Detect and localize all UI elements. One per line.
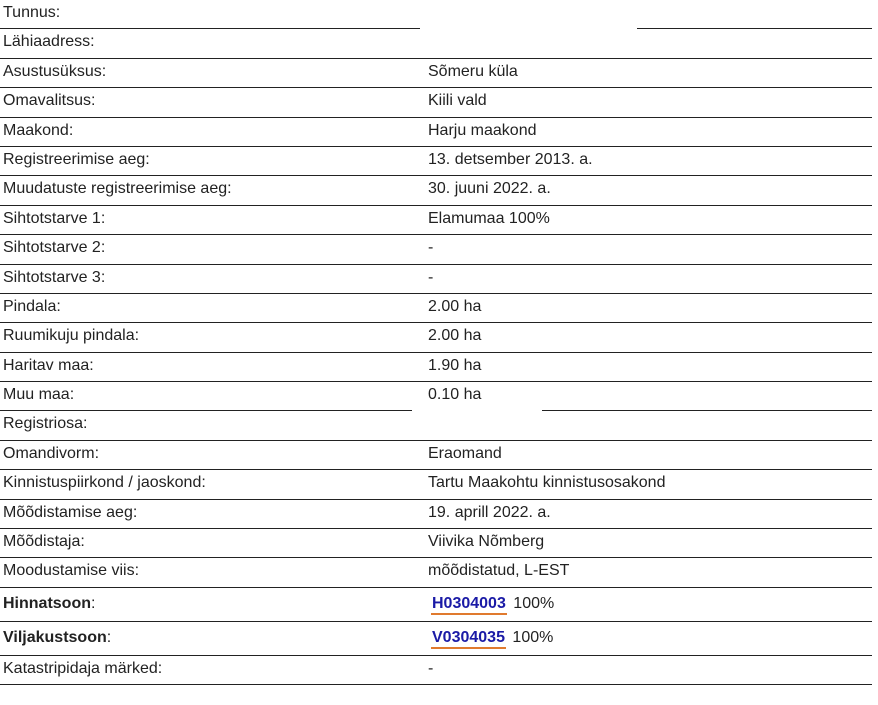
hinnatsoon-label: Hinnatsoon <box>3 594 91 612</box>
row-kinnistuspiirkond <box>0 470 878 499</box>
hinnatsoon-code-link[interactable]: H0304003 <box>431 595 507 615</box>
field-value: 2.00 ha <box>428 297 482 315</box>
row-muu-maa <box>0 382 878 411</box>
row-tunnus <box>0 0 878 29</box>
row-asustusuksus <box>0 59 878 88</box>
field-value: Kiili vald <box>428 92 487 110</box>
field-label <box>3 629 111 647</box>
field-value: Harju maakond <box>428 121 537 139</box>
hinnatsoon-percent: 100% <box>513 594 555 612</box>
viljakustsoon-code-link[interactable]: V0304035 <box>431 629 506 649</box>
field-label: Maakond: <box>3 121 74 139</box>
field-value: 1.90 ha <box>428 356 482 374</box>
field-label: Asustusüksus: <box>3 62 107 80</box>
row-haritav-maa <box>0 353 878 382</box>
field-value: - <box>428 268 434 286</box>
row-muudatuste-registreerimise-aeg <box>0 176 878 205</box>
field-label: Moodustamise viis: <box>3 562 140 580</box>
row-sihtotstarve-1 <box>0 206 878 235</box>
field-label: Omandivorm: <box>3 444 100 462</box>
row-katastripidaja-markmed <box>0 656 878 685</box>
row-registriosa <box>0 411 878 440</box>
field-label: Tunnus: <box>3 4 61 21</box>
row-moodustamise-viis <box>0 558 878 587</box>
row-maakond <box>0 118 878 147</box>
field-label: Haritav maa: <box>3 356 94 374</box>
field-label: Muu maa: <box>3 386 75 404</box>
viljakustsoon-label: Viljakustsoon <box>3 628 107 646</box>
field-label: Kinnistuspiirkond / jaoskond: <box>3 474 206 492</box>
field-value: 30. juuni 2022. a. <box>428 180 551 198</box>
field-label <box>3 595 95 613</box>
field-value: 0.10 ha <box>428 386 482 404</box>
row-omavalitsus <box>0 88 878 117</box>
field-value: Tartu Maakohtu kinnistusosakond <box>428 474 666 492</box>
field-label: Mõõdistaja: <box>3 533 85 551</box>
field-label: Lähiaadress: <box>3 33 95 51</box>
field-value: mõõdistatud, L-EST <box>428 562 570 580</box>
field-value: Viivika Nõmberg <box>428 533 545 551</box>
field-label: Mõõdistamise aeg: <box>3 503 138 521</box>
row-registreerimise-aeg <box>0 147 878 176</box>
row-lahiaadress <box>0 29 878 58</box>
field-value: 19. aprill 2022. a. <box>428 503 551 521</box>
field-value: Sõmeru küla <box>428 62 518 80</box>
row-pindala <box>0 294 878 323</box>
row-ruumikuju-pindala <box>0 323 878 352</box>
row-sihtotstarve-3 <box>0 265 878 294</box>
field-value: 13. detsember 2013. a. <box>428 150 593 168</box>
viljakustsoon-percent: 100% <box>512 628 554 646</box>
field-value: - <box>428 659 434 677</box>
row-moodistaja <box>0 529 878 558</box>
row-hinnatsoon <box>0 588 878 622</box>
row-viljakustsoon <box>0 622 878 656</box>
field-label: Registreerimise aeg: <box>3 150 150 168</box>
row-sihtotstarve-2 <box>0 235 878 264</box>
field-value: Eraomand <box>428 444 502 462</box>
field-value: Elamumaa 100% <box>428 209 550 227</box>
field-value <box>431 629 553 647</box>
row-omandivorm <box>0 441 878 470</box>
field-value: - <box>428 239 434 257</box>
field-value: 2.00 ha <box>428 327 482 345</box>
viljakustsoon-colon: : <box>106 628 112 646</box>
field-label: Katastripidaja märked: <box>3 659 163 677</box>
field-label: Sihtotstarve 2: <box>3 239 106 257</box>
row-moodistamise-aeg <box>0 500 878 529</box>
field-label: Omavalitsus: <box>3 92 96 110</box>
field-label: Registriosa: <box>3 415 88 433</box>
field-value <box>431 595 554 613</box>
field-label: Sihtotstarve 1: <box>3 209 106 227</box>
field-label: Ruumikuju pindala: <box>3 327 140 345</box>
field-label: Muudatuste registreerimise aeg: <box>3 180 232 198</box>
hinnatsoon-colon: : <box>91 594 96 612</box>
field-label: Pindala: <box>3 297 61 315</box>
field-label: Sihtotstarve 3: <box>3 268 106 286</box>
